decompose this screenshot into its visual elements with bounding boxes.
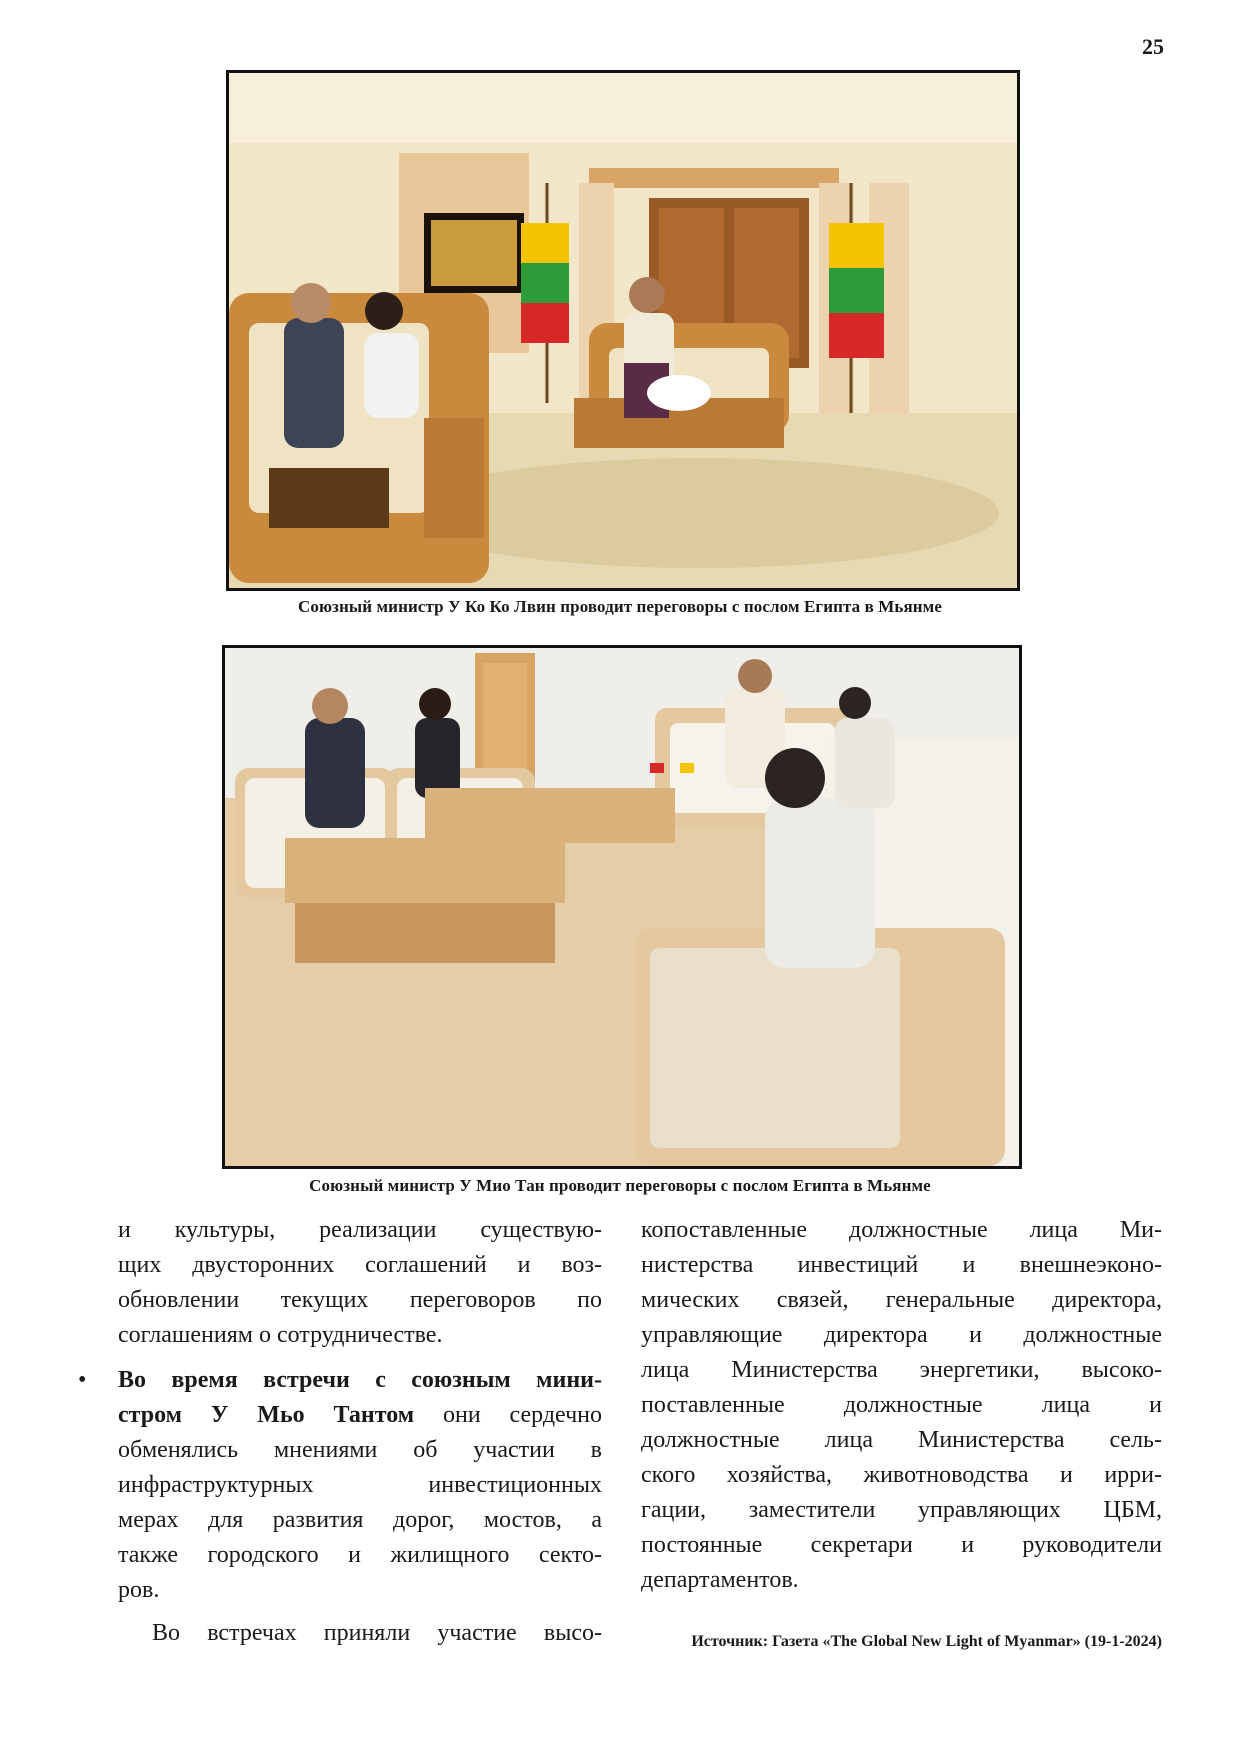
text-line: соглашениям о сотрудничестве. — [118, 1322, 443, 1348]
right-text-column — [641, 1213, 1162, 1598]
text-line: мических связей, генеральные директора, — [641, 1287, 1162, 1313]
left-text-column — [78, 1213, 602, 1651]
photo-caption-1: Союзный министр У Ко Ко Лвин проводит переговоры с послом Египта в Мьянме — [297, 597, 943, 616]
line-rest: они сердечно — [414, 1402, 602, 1428]
paragraph-culture — [118, 1213, 602, 1353]
meeting-photo-1 — [226, 70, 1020, 591]
source-citation: Источник: Газета «The Global New Light of Myanmar» (19-1-2024) — [691, 1633, 1162, 1650]
meeting-photo-2 — [222, 645, 1022, 1169]
bullet-marker: • — [78, 1367, 87, 1393]
text-line: ского хозяйства, животноводства и ирри- — [641, 1462, 1162, 1488]
text-line: нистерства инвестиций и внешнеэконо- — [641, 1252, 1162, 1278]
text-line — [118, 1363, 602, 1398]
meeting-photo-1-image — [229, 73, 1017, 588]
text-line: управляющие директора и должностные — [641, 1322, 1162, 1348]
text-line: должностные лица Министерства сель- — [641, 1427, 1162, 1453]
meeting-photo-2-image — [225, 648, 1019, 1166]
paragraph-participants-start — [118, 1616, 602, 1651]
text-line: департаментов. — [641, 1567, 799, 1593]
bold-lead: Во время встречи с союзным мини- — [118, 1367, 602, 1393]
text-line: обменялись мнениями об участии в — [118, 1437, 602, 1463]
text-line: мерах для развития дорог, мостов, а — [118, 1507, 602, 1533]
text-line: также городского и жилищного секто- — [118, 1542, 602, 1568]
text-line: ров. — [118, 1577, 160, 1603]
text-line: щих двусторонних соглашений и воз- — [118, 1252, 602, 1278]
bullet-item-myo-thant — [78, 1363, 602, 1608]
text-line: обновлении текущих переговоров по — [118, 1287, 602, 1313]
text-line: Во встречах приняли участие высо- — [152, 1620, 602, 1646]
text-line: постоянные секретари и руководители — [641, 1532, 1162, 1558]
text-line — [118, 1398, 602, 1433]
text-line: и культуры, реализации существую- — [118, 1217, 602, 1243]
photo-caption-2: Союзный министр У Мио Тан проводит переговоры с послом Египта в Мьянме — [309, 1176, 931, 1195]
bold-name: стром У Мьо Тантом — [118, 1402, 415, 1428]
text-line: инфраструктурных инвестиционных — [118, 1472, 602, 1498]
text-line: копоставленные должностные лица Ми- — [641, 1217, 1162, 1243]
text-line: поставленные должностные лица и — [641, 1392, 1162, 1418]
page-number: 25 — [1142, 34, 1164, 59]
text-line: гации, заместители управляющих ЦБМ, — [641, 1497, 1162, 1523]
text-line: лица Министерства энергетики, высоко- — [641, 1357, 1162, 1383]
